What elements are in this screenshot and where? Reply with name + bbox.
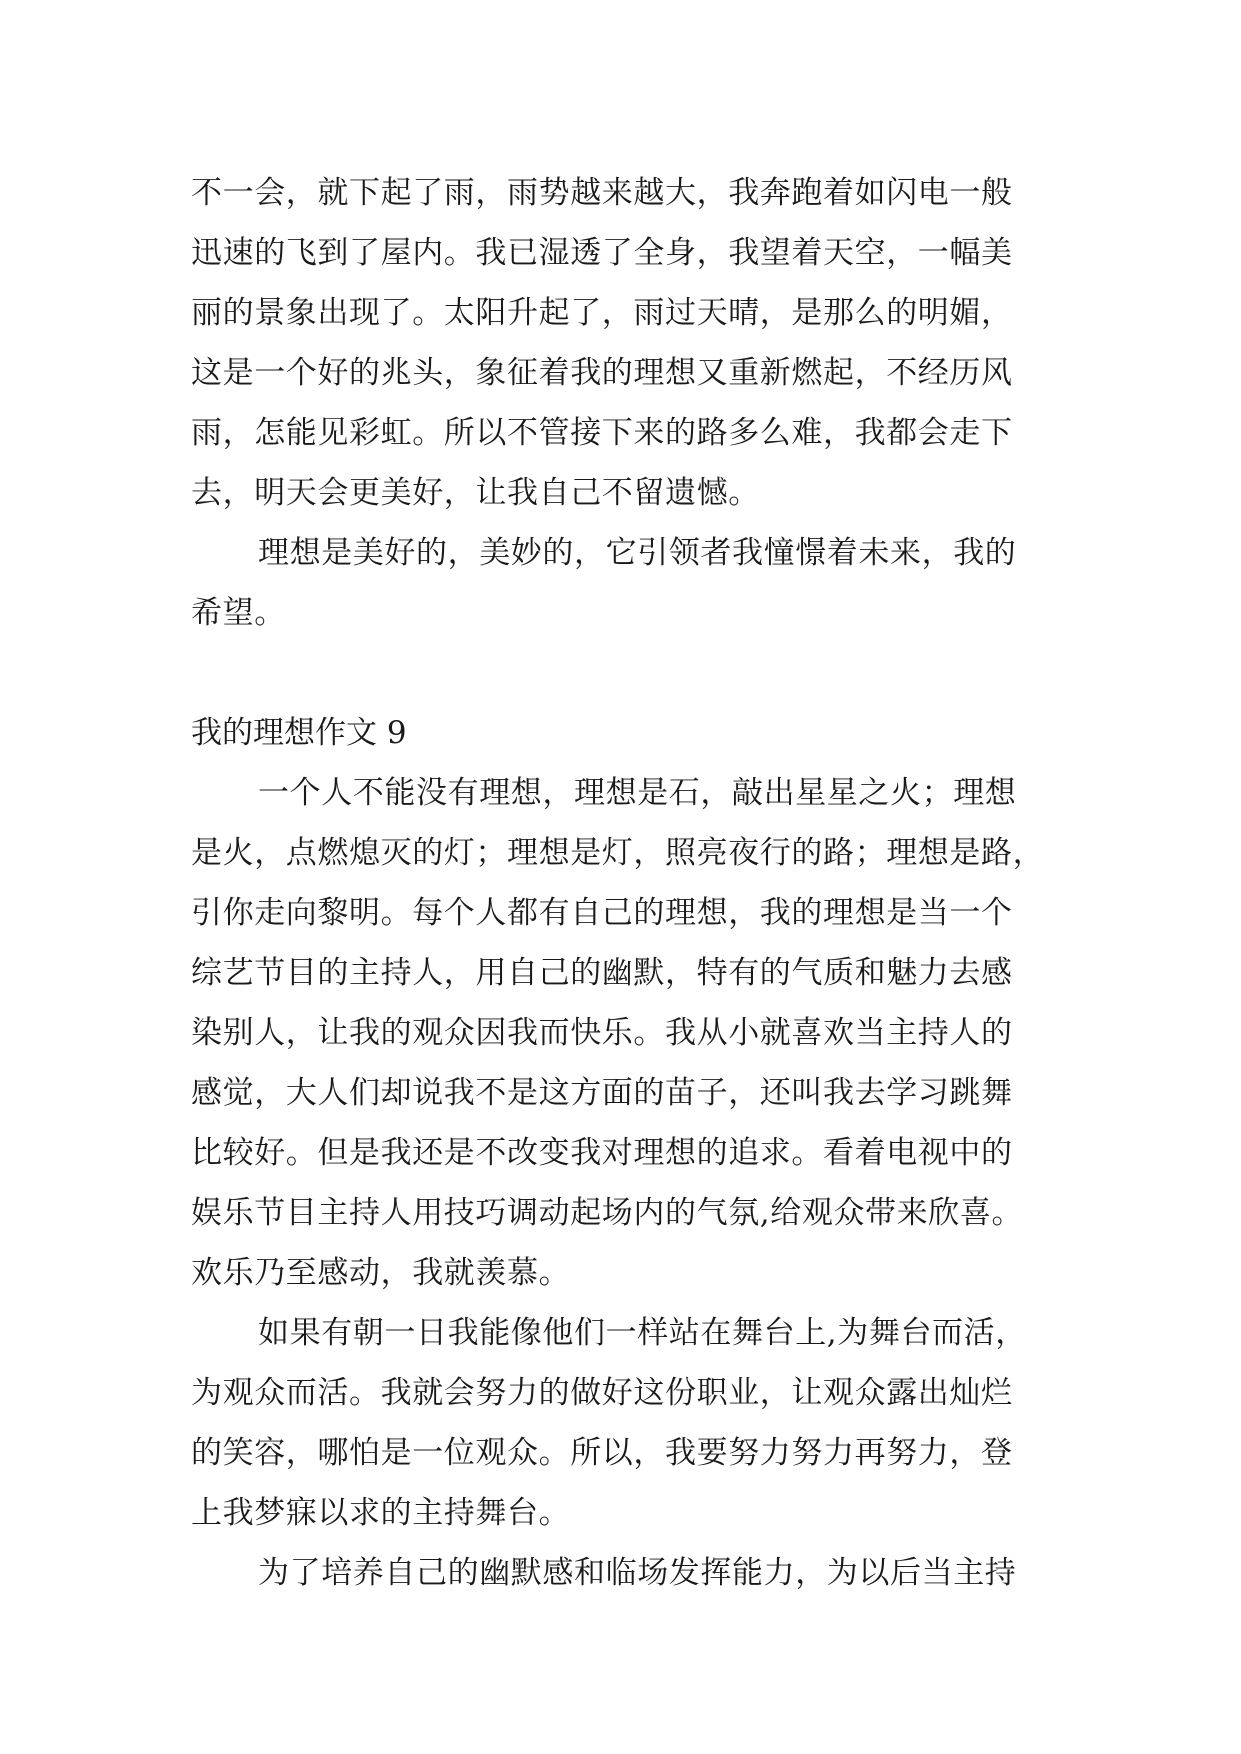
text-line: 希望。 <box>191 595 286 631</box>
text-line: 不一会，就下起了雨，雨势越来越大，我奔跑着如闪电一般 <box>191 175 1013 211</box>
text-line: 一个人不能没有理想，理想是石，敲出星星之火；理想 <box>258 775 1017 811</box>
text-line: 丽的景象出现了。太阳升起了，雨过天晴，是那么的明媚， <box>191 295 1013 331</box>
text-line: 去，明天会更美好，让我自己不留遗憾。 <box>191 475 760 511</box>
text-line: 感觉，大人们却说我不是这方面的苗子，还叫我去学习跳舞 <box>191 1075 1013 1111</box>
section-title: 我的理想作文 9 <box>191 715 407 751</box>
text-line: 上我梦寐以求的主持舞台。 <box>191 1495 571 1531</box>
paragraph <box>191 523 1061 643</box>
text-line: 雨，怎能见彩虹。所以不管接下来的路多么难，我都会走下 <box>191 415 1013 451</box>
text-line: 这是一个好的兆头，象征着我的理想又重新燃起，不经历风 <box>191 355 1013 391</box>
blank-line <box>191 643 1061 703</box>
text-line: 如果有朝一日我能像他们一样站在舞台上,为舞台而活， <box>258 1315 1027 1351</box>
paragraph <box>191 1543 1061 1603</box>
document-body <box>191 163 1061 1603</box>
text-line: 娱乐节目主持人用技巧调动起场内的气氛,给观众带来欣喜。 <box>191 1195 1024 1231</box>
text-line: 染别人，让我的观众因我而快乐。我从小就喜欢当主持人的 <box>191 1015 1013 1051</box>
paragraph <box>191 163 1061 523</box>
text-line: 比较好。但是我还是不改变我对理想的追求。看着电视中的 <box>191 1135 1013 1171</box>
text-line: 欢乐乃至感动，我就羡慕。 <box>191 1255 571 1291</box>
text-line: 的笑容，哪怕是一位观众。所以，我要努力努力再努力，登 <box>191 1435 1013 1471</box>
text-line: 为观众而活。我就会努力的做好这份职业，让观众露出灿烂 <box>191 1375 1013 1411</box>
paragraph <box>191 1303 1061 1543</box>
text-line: 综艺节目的主持人，用自己的幽默，特有的气质和魅力去感 <box>191 955 1013 991</box>
text-line: 为了培养自己的幽默感和临场发挥能力，为以后当主持 <box>258 1555 1017 1591</box>
text-line: 引你走向黎明。每个人都有自己的理想，我的理想是当一个 <box>191 895 1013 931</box>
text-line: 迅速的飞到了屋内。我已湿透了全身，我望着天空，一幅美 <box>191 235 1013 271</box>
paragraph <box>191 763 1061 1303</box>
text-line: 是火，点燃熄灭的灯；理想是灯，照亮夜行的路；理想是路， <box>191 835 1045 871</box>
text-line: 理想是美好的，美妙的，它引领者我憧憬着未来，我的 <box>258 535 1017 571</box>
